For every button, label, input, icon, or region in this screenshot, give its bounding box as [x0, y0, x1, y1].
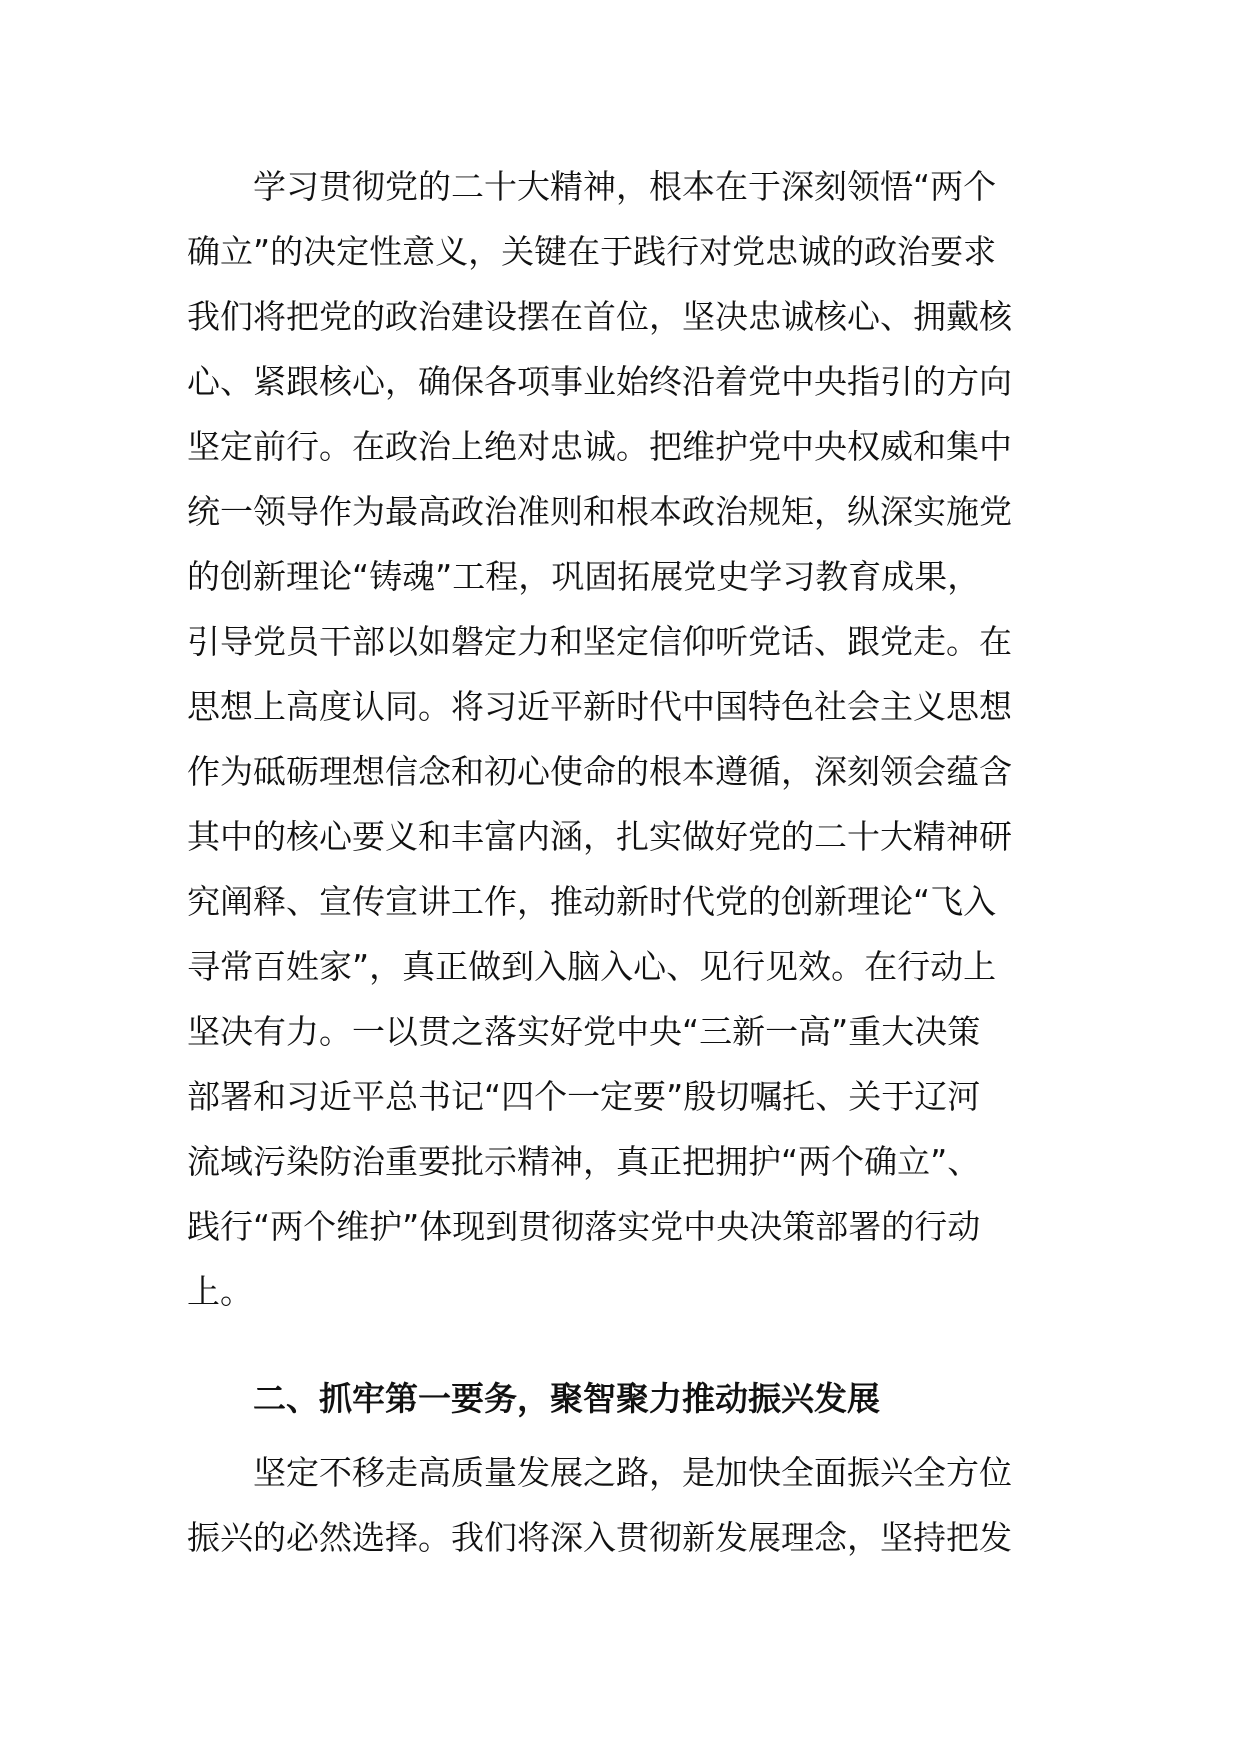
text-line: 的创新理论“铸魂”工程，巩固拓展党史学习教育成果， [187, 557, 981, 596]
text-line: 统一领导作为最高政治准则和根本政治规矩，纵深实施党 [187, 492, 1012, 531]
text-line: 其中的核心要义和丰富内涵，扎实做好党的二十大精神研 [187, 817, 1012, 856]
text-line: 践行“两个维护”体现到贯彻落实党中央决策部署的行动 [187, 1207, 981, 1246]
text-line: 引导党员干部以如磐定力和坚定信仰听党话、跟党走。在 [187, 622, 1012, 661]
text-line: 心、紧跟核心，确保各项事业始终沿着党中央指引的方向 [187, 362, 1012, 401]
paragraph-development [187, 1440, 1055, 1570]
text-line: 坚决有力。一以贯之落实好党中央“三新一高”重大决策 [187, 1012, 981, 1051]
text-line: 振兴的必然选择。我们将深入贯彻新发展理念，坚持把发 [187, 1518, 1012, 1557]
text-line: 上。 [187, 1272, 253, 1311]
text-line: 坚定前行。在政治上绝对忠诚。把维护党中央权威和集中 [187, 427, 1012, 466]
text-line: 我们将把党的政治建设摆在首位，坚决忠诚核心、拥戴核 [187, 297, 1012, 336]
text-line: 坚定不移走高质量发展之路，是加快全面振兴全方位 [253, 1453, 1012, 1492]
text-line: 学习贯彻党的二十大精神，根本在于深刻领悟“两个 [253, 167, 997, 206]
section-heading: 二、抓牢第一要务，聚智聚力推动振兴发展 [253, 1379, 880, 1418]
text-line: 思想上高度认同。将习近平新时代中国特色社会主义思想 [187, 687, 1012, 726]
text-line: 部署和习近平总书记“四个一定要”殷切嘱托、关于辽河 [187, 1077, 981, 1116]
paragraph-loyalty [187, 154, 1055, 1324]
text-line: 确立”的决定性意义，关键在于践行对党忠诚的政治要求 [187, 232, 997, 271]
text-line: 究阐释、宣传宣讲工作，推动新时代党的创新理论“飞入 [187, 882, 997, 921]
text-line: 作为砥砺理想信念和初心使命的根本遵循，深刻领会蕴含 [187, 752, 1012, 791]
text-line: 寻常百姓家”，真正做到入脑入心、见行见效。在行动上 [187, 947, 997, 986]
text-line: 流域污染防治重要批示精神，真正把拥护“两个确立”、 [187, 1142, 981, 1181]
